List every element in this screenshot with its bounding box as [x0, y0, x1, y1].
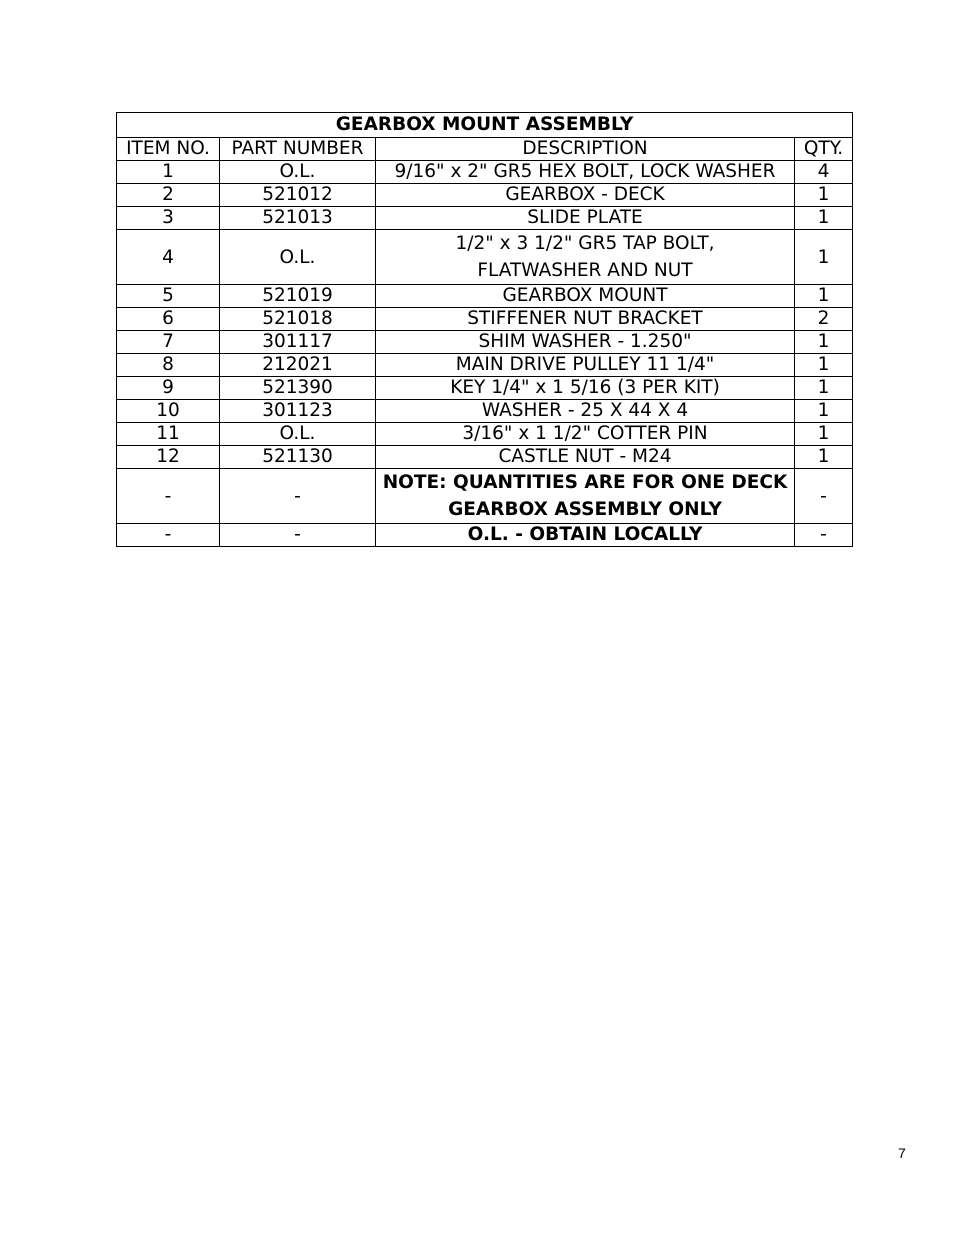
cell-part-number: O.L. — [220, 423, 376, 446]
cell-part-number: - — [220, 469, 376, 524]
description-line: MAIN DRIVE PULLEY 11 1/4" — [455, 353, 715, 375]
cell-part-number: 521130 — [220, 446, 376, 469]
cell-part-number: 521018 — [220, 308, 376, 331]
parts-table — [116, 112, 853, 547]
cell-item-no: 11 — [117, 423, 220, 446]
table-row — [117, 469, 853, 524]
cell-part-number: O.L. — [220, 161, 376, 184]
table-row — [117, 161, 853, 184]
cell-qty: 1 — [795, 285, 853, 308]
cell-qty: 4 — [795, 161, 853, 184]
table-row — [117, 423, 853, 446]
cell-item-no: 6 — [117, 308, 220, 331]
cell-description — [376, 400, 795, 423]
description-line: GEARBOX MOUNT — [502, 284, 668, 306]
cell-description — [376, 446, 795, 469]
cell-qty: 1 — [795, 331, 853, 354]
cell-item-no: 10 — [117, 400, 220, 423]
table-row — [117, 446, 853, 469]
cell-description — [376, 161, 795, 184]
cell-description — [376, 285, 795, 308]
cell-part-number: 521390 — [220, 377, 376, 400]
table-row — [117, 308, 853, 331]
table-row — [117, 400, 853, 423]
description-line: GEARBOX - DECK — [505, 183, 665, 205]
cell-qty: 1 — [795, 354, 853, 377]
description-line: SLIDE PLATE — [527, 206, 643, 228]
description-line: SHIM WASHER - 1.250" — [478, 330, 692, 352]
description-line: CASTLE NUT - M24 — [498, 445, 672, 467]
table-row — [117, 331, 853, 354]
cell-qty: - — [795, 524, 853, 547]
table-row — [117, 285, 853, 308]
table-header-row — [117, 138, 853, 161]
table-row — [117, 207, 853, 230]
cell-part-number: 521019 — [220, 285, 376, 308]
cell-part-number: 521013 — [220, 207, 376, 230]
cell-description — [376, 308, 795, 331]
cell-item-no: 5 — [117, 285, 220, 308]
cell-qty: 1 — [795, 377, 853, 400]
cell-part-number: - — [220, 524, 376, 547]
description-line: 9/16" x 2" GR5 HEX BOLT, LOCK WASHER — [394, 160, 776, 182]
cell-part-number: 212021 — [220, 354, 376, 377]
description-line: KEY 1/4" x 1 5/16 (3 PER KIT) — [450, 376, 720, 398]
cell-description — [376, 354, 795, 377]
cell-item-no: 1 — [117, 161, 220, 184]
description-line: FLATWASHER AND NUT — [477, 260, 693, 281]
cell-item-no: 7 — [117, 331, 220, 354]
cell-description — [376, 230, 795, 285]
cell-part-number: 521012 — [220, 184, 376, 207]
table-row — [117, 524, 853, 547]
cell-description — [376, 524, 795, 547]
cell-item-no: 12 — [117, 446, 220, 469]
cell-part-number: 301123 — [220, 400, 376, 423]
cell-item-no: 4 — [117, 230, 220, 285]
cell-qty: 1 — [795, 423, 853, 446]
page-number: 7 — [898, 1145, 906, 1161]
cell-item-no: - — [117, 469, 220, 524]
description-line: WASHER - 25 X 44 X 4 — [481, 399, 689, 421]
header-qty: QTY. — [795, 138, 853, 161]
table-body — [117, 161, 853, 547]
table-row — [117, 184, 853, 207]
cell-item-no: 2 — [117, 184, 220, 207]
header-item-no: ITEM NO. — [117, 138, 220, 161]
cell-item-no: 8 — [117, 354, 220, 377]
cell-description — [376, 331, 795, 354]
cell-description — [376, 207, 795, 230]
cell-qty: 1 — [795, 230, 853, 285]
header-description: DESCRIPTION — [376, 138, 795, 161]
cell-qty: 1 — [795, 446, 853, 469]
cell-qty: 1 — [795, 400, 853, 423]
table-title: GEARBOX MOUNT ASSEMBLY — [117, 113, 853, 138]
description-line: 1/2" x 3 1/2" GR5 TAP BOLT, — [455, 233, 715, 254]
table-row — [117, 354, 853, 377]
description-line: O.L. - OBTAIN LOCALLY — [467, 523, 703, 545]
cell-qty: 1 — [795, 184, 853, 207]
cell-qty: 2 — [795, 308, 853, 331]
description-line: GEARBOX ASSEMBLY ONLY — [448, 499, 722, 520]
cell-item-no: 9 — [117, 377, 220, 400]
header-part-number: PART NUMBER — [220, 138, 376, 161]
description-line: 3/16" x 1 1/2" COTTER PIN — [462, 422, 708, 444]
cell-qty: - — [795, 469, 853, 524]
table-title-row — [117, 113, 853, 138]
cell-part-number: 301117 — [220, 331, 376, 354]
table-row — [117, 377, 853, 400]
cell-item-no: 3 — [117, 207, 220, 230]
cell-item-no: - — [117, 524, 220, 547]
cell-description — [376, 377, 795, 400]
description-line: STIFFENER NUT BRACKET — [467, 307, 703, 329]
cell-qty: 1 — [795, 207, 853, 230]
description-line: NOTE: QUANTITIES ARE FOR ONE DECK — [382, 472, 788, 493]
cell-description — [376, 469, 795, 524]
cell-part-number: O.L. — [220, 230, 376, 285]
cell-description — [376, 423, 795, 446]
table-row — [117, 230, 853, 285]
cell-description — [376, 184, 795, 207]
